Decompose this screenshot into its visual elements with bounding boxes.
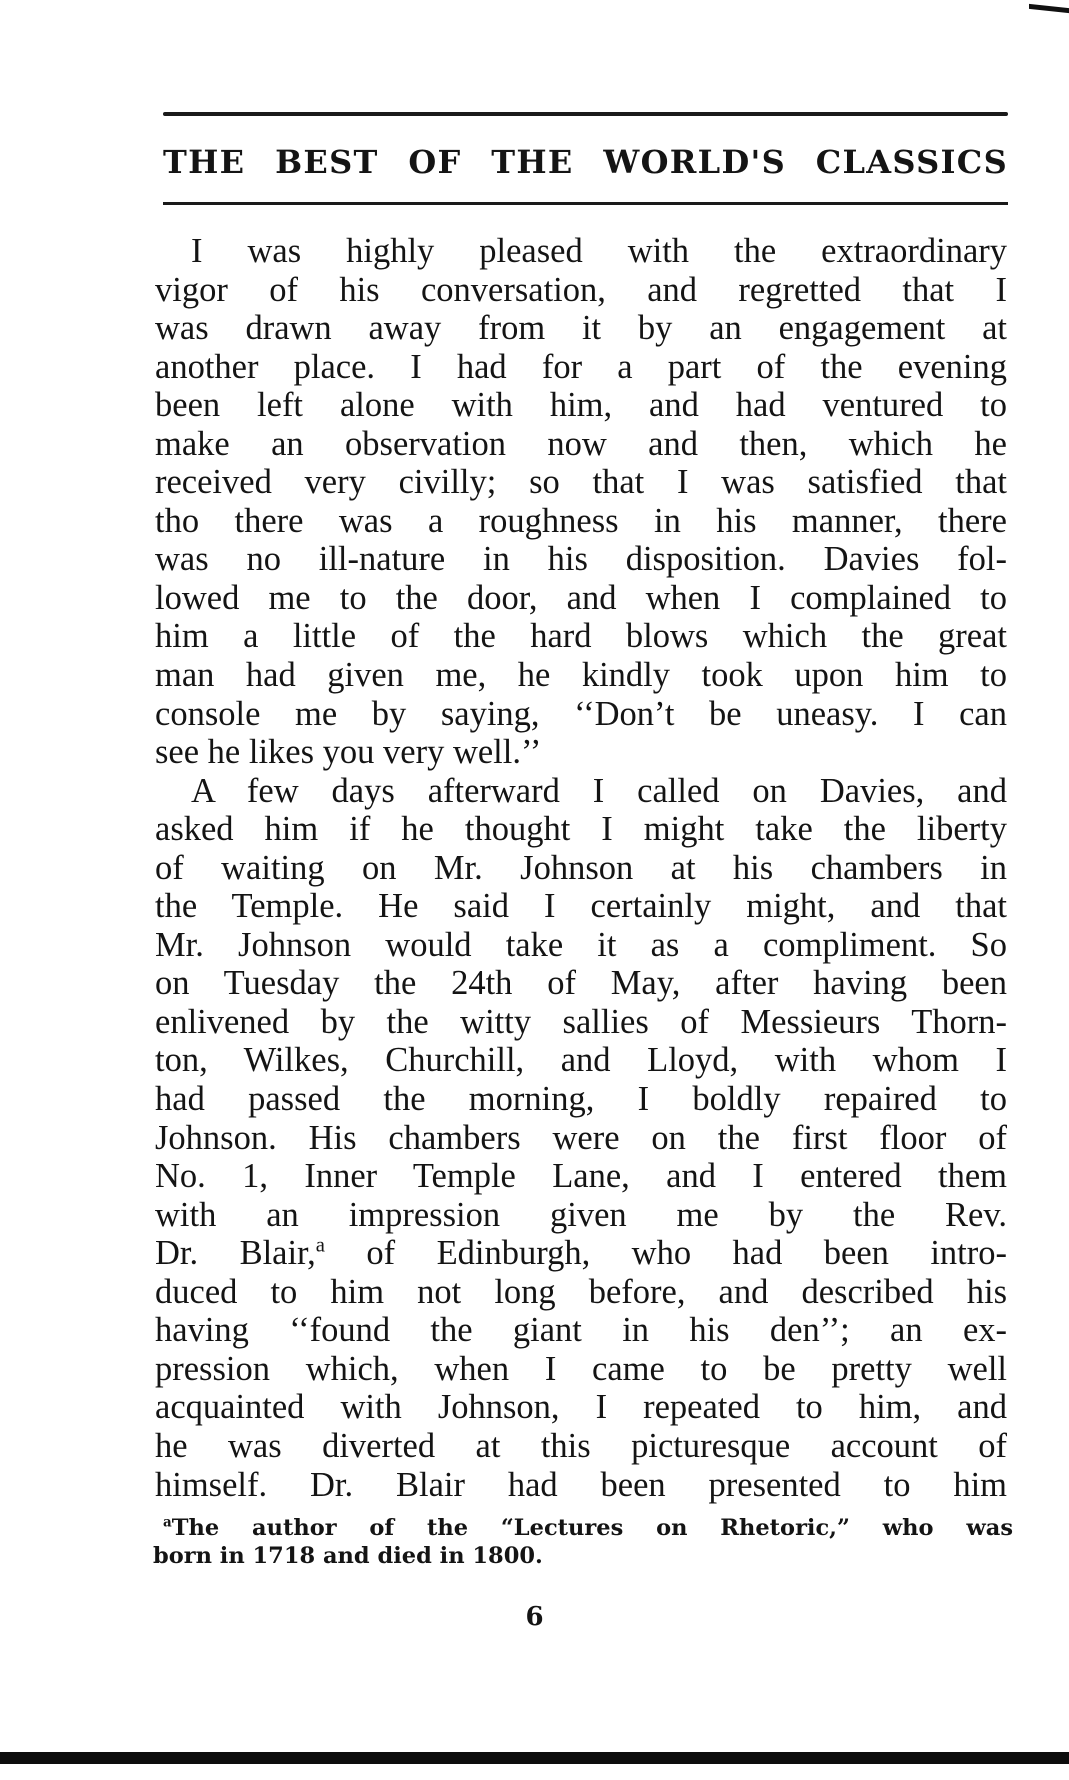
text-line: No. 1, Inner Temple Lane, and I entered them [155, 1157, 1007, 1196]
bottom-rule [0, 1752, 1069, 1764]
text-line: of waiting on Mr. Johnson at his chambers in [155, 848, 1007, 887]
text-line: he was diverted at this picturesque account of [155, 1426, 1007, 1465]
text-line: I was highly pleased with the extraordinary [191, 232, 1007, 270]
text-line: make an observation now and then, which he [155, 424, 1007, 463]
body-text [155, 232, 1007, 1504]
text-line: see he likes you very well.’’ [155, 733, 542, 772]
footnote [153, 1514, 1013, 1570]
page-number: 6 [525, 1602, 544, 1632]
text-line: him a little of the hard blows which the great [155, 617, 1007, 656]
text-line: Mr. Johnson would take it as a compliment. So [155, 925, 1007, 964]
text-line: duced to him not long before, and described his [155, 1272, 1007, 1311]
text-line: with an impression given me by the Rev. [155, 1195, 1007, 1234]
text-line: the Temple. He said I certainly might, and that [155, 887, 1007, 926]
text-segment: of Edinburgh, who had been intro- [366, 1234, 1007, 1273]
text-line: enlivened by the witty sallies of Messieurs Thorn- [155, 1002, 1007, 1041]
text-line: was drawn away from it by an engagement at [155, 309, 1007, 348]
text-line: console me by saying, ‘‘Don’t be uneasy. I can [155, 694, 1007, 733]
text-line-with-footnote-ref [155, 1234, 1007, 1273]
text-line: pression which, when I came to be pretty well [155, 1349, 1007, 1388]
text-line: on Tuesday the 24th of May, after having been [155, 964, 1007, 1003]
footnote-line [153, 1514, 1013, 1542]
corner-scan-mark [1029, 4, 1069, 27]
text-line: vigor of his conversation, and regretted that I [155, 270, 1007, 309]
text-line: been left alone with him, and had ventured to [155, 386, 1007, 425]
footnote-ref: a [315, 1234, 325, 1257]
header-rule-bottom [163, 202, 1008, 205]
footnote-line: born in 1718 and died in 1800. [153, 1543, 543, 1569]
footnote-marker: a [163, 1514, 172, 1531]
text-line: asked him if he thought I might take the liberty [155, 810, 1007, 849]
header-rule-top [163, 112, 1008, 116]
text-line: received very civilly; so that I was satisfied that [155, 463, 1007, 502]
running-head: THE BEST OF THE WORLD'S CLASSICS [163, 143, 1008, 181]
text-line: acquainted with Johnson, I repeated to him, and [155, 1388, 1007, 1427]
text-line: was no ill-nature in his disposition. Davies fol- [155, 540, 1007, 579]
text-line: lowed me to the door, and when I complained to [155, 578, 1007, 617]
text-line: himself. Dr. Blair had been presented to him [155, 1465, 1007, 1504]
text-segment: Dr. Blair, [155, 1234, 316, 1273]
text-line: ton, Wilkes, Churchill, and Lloyd, with whom I [155, 1041, 1007, 1080]
text-line: A few days afterward I called on Davies, and [191, 771, 1007, 810]
text-line: had passed the morning, I boldly repaired to [155, 1080, 1007, 1119]
text-line: another place. I had for a part of the evening [155, 347, 1007, 386]
text-line: tho there was a roughness in his manner, there [155, 501, 1007, 540]
text-line: having ‘‘found the giant in his den’’; an ex- [155, 1311, 1007, 1350]
text-line: man had given me, he kindly took upon him to [155, 656, 1007, 695]
text-line: Johnson. His chambers were on the first floor of [155, 1118, 1007, 1157]
footnote-text: The author of the “Lectures on Rhetoric,” who was [171, 1515, 1013, 1541]
